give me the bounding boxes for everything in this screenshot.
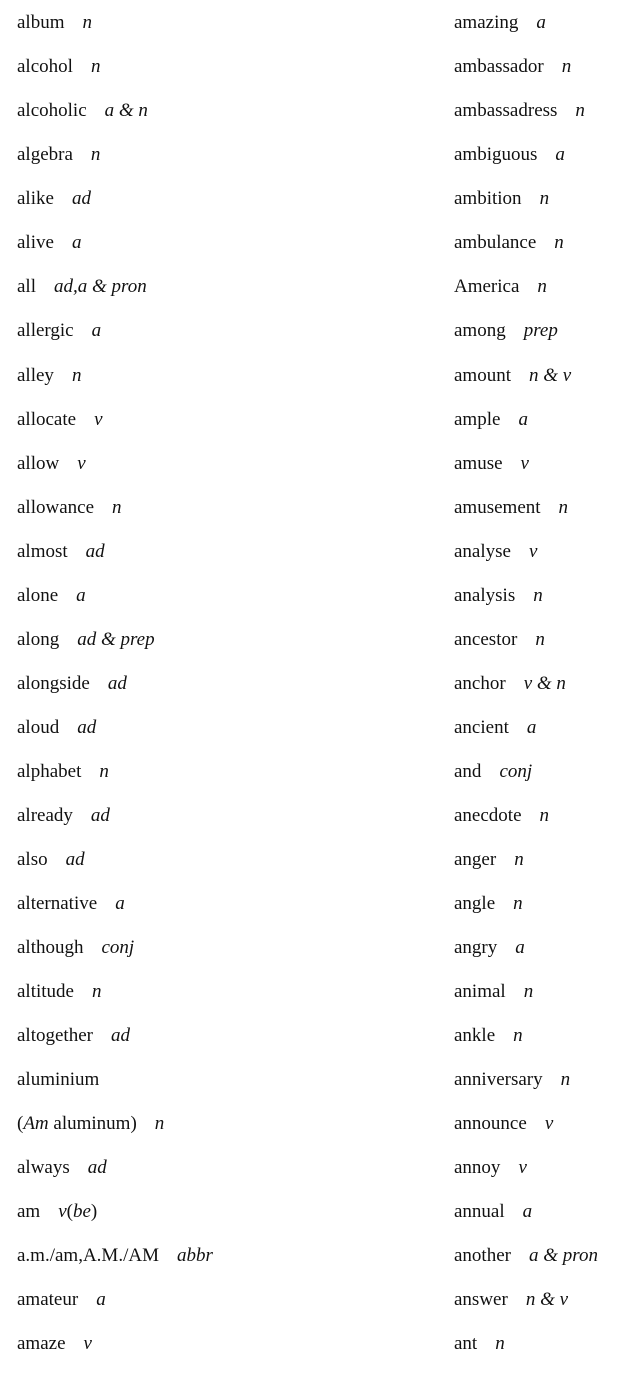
- list-item: [454, 628, 545, 652]
- part-of-speech: n: [112, 497, 122, 518]
- part-of-speech: [58, 1201, 97, 1222]
- entry-word: alike: [17, 188, 54, 209]
- entry-word: ambulance: [454, 232, 537, 253]
- list-item: [17, 143, 100, 167]
- verb-label: v: [58, 1201, 67, 1222]
- part-of-speech: n: [535, 629, 545, 650]
- part-of-speech: v: [83, 1333, 92, 1354]
- list-item: [17, 540, 105, 564]
- part-of-speech: v: [77, 453, 86, 474]
- list-item: [454, 143, 565, 167]
- list-item: [454, 11, 546, 35]
- part-of-speech: a: [515, 937, 525, 958]
- list-item: [454, 1200, 532, 1224]
- entry-word: angry: [454, 937, 498, 958]
- list-item: [454, 1024, 523, 1048]
- entry-word: ample: [454, 409, 501, 430]
- list-item: [17, 1024, 130, 1048]
- part-of-speech: a: [115, 893, 125, 914]
- entry-word: aluminium: [17, 1069, 100, 1090]
- list-item: [454, 187, 549, 211]
- part-of-speech: ad: [71, 188, 91, 209]
- list-item: [17, 804, 110, 828]
- list-item: [17, 892, 125, 916]
- part-of-speech: n: [561, 56, 572, 77]
- part-of-speech: ad: [110, 1025, 130, 1046]
- entry-word: analysis: [454, 585, 516, 606]
- entry-word: altogether: [17, 1025, 93, 1046]
- list-item: [17, 628, 155, 652]
- list-item: [17, 275, 147, 299]
- part-of-speech: n: [523, 981, 534, 1002]
- entry-word: allergic: [17, 320, 74, 341]
- list-item: [454, 364, 571, 388]
- part-of-speech: n: [90, 56, 101, 77]
- part-of-speech: n: [560, 1069, 571, 1090]
- entry-word: ancestor: [454, 629, 518, 650]
- list-item: [17, 496, 122, 520]
- list-item: [454, 936, 525, 960]
- part-of-speech: v: [520, 453, 529, 474]
- entry-word: amount: [454, 365, 511, 386]
- list-item: [454, 980, 533, 1004]
- part-of-speech: ad,a & pron: [54, 276, 147, 297]
- list-item: [454, 99, 585, 123]
- entry-word: anniversary: [454, 1069, 543, 1090]
- entry-word: also: [17, 849, 48, 870]
- part-of-speech: n: [90, 144, 101, 165]
- part-of-speech: conj: [101, 937, 135, 958]
- part-of-speech: n: [514, 849, 524, 870]
- list-item: [17, 231, 81, 255]
- part-of-speech: a: [526, 717, 537, 738]
- part-of-speech: n & v: [525, 1289, 569, 1310]
- entry-word: ambition: [454, 188, 522, 209]
- entry-word: and: [454, 761, 482, 782]
- list-item: [17, 1156, 107, 1180]
- part-of-speech: v & n: [523, 673, 566, 694]
- list-item: [17, 584, 86, 608]
- list-item: [17, 187, 91, 211]
- entry-word: announce: [454, 1113, 527, 1134]
- list-item: [454, 319, 558, 343]
- entry-word: anger: [454, 849, 497, 870]
- part-of-speech: prep: [523, 320, 558, 341]
- part-of-speech: ad: [107, 673, 127, 694]
- part-of-speech: n: [533, 585, 543, 606]
- entry-word: almost: [17, 541, 68, 562]
- part-of-speech: n: [537, 276, 547, 297]
- list-item: [454, 584, 543, 608]
- entry-word: amuse: [454, 453, 503, 474]
- entry-word: algebra: [17, 144, 73, 165]
- entry-word: a.m./am,A.M./AM: [17, 1245, 159, 1266]
- entry-word: ambiguous: [454, 144, 538, 165]
- entry-word: am: [17, 1201, 41, 1222]
- entry-word: annual: [454, 1201, 505, 1222]
- entry-word: anchor: [454, 673, 506, 694]
- entry-word: always: [17, 1157, 70, 1178]
- list-item: [454, 1068, 570, 1092]
- entry-word: alive: [17, 232, 54, 253]
- entry-word: ambassadress: [454, 100, 558, 121]
- entry-word: alone: [17, 585, 59, 606]
- list-item: [454, 275, 547, 299]
- part-of-speech: n: [154, 1113, 165, 1134]
- entry-word: along: [17, 629, 60, 650]
- part-of-speech: n: [99, 761, 109, 782]
- entry-word: ancient: [454, 717, 509, 738]
- list-item: [17, 319, 101, 343]
- list-item: [454, 408, 528, 432]
- part-of-speech: v: [528, 541, 538, 562]
- entry-word: ant: [454, 1333, 478, 1354]
- list-item: [454, 452, 529, 476]
- list-item: [17, 1332, 92, 1356]
- entry-word: alphabet: [17, 761, 82, 782]
- list-item: [17, 11, 92, 35]
- base-form: be: [72, 1201, 91, 1222]
- list-item: [17, 936, 134, 960]
- part-of-speech: a: [555, 144, 565, 165]
- entry-word: alongside: [17, 673, 90, 694]
- part-of-speech: n: [558, 497, 569, 518]
- entry-word: alcohol: [17, 56, 73, 77]
- part-of-speech: n: [539, 805, 550, 826]
- list-item: [454, 892, 523, 916]
- part-of-speech: a: [518, 409, 528, 430]
- part-of-speech: n: [82, 12, 92, 33]
- paren-open: (: [17, 1113, 24, 1134]
- list-item: [454, 804, 549, 828]
- list-item: [17, 1200, 97, 1224]
- list-item: [17, 55, 100, 79]
- list-item: [17, 1244, 213, 1268]
- list-item: [454, 496, 568, 520]
- list-item: [17, 760, 109, 784]
- list-item: [17, 99, 148, 123]
- american-spelling: aluminum): [48, 1113, 137, 1134]
- entry-word: allowance: [17, 497, 95, 518]
- part-of-speech: ad: [90, 805, 110, 826]
- entry-word: altitude: [17, 981, 74, 1002]
- list-item: [454, 1244, 598, 1268]
- entry-word: America: [454, 276, 520, 297]
- paren-close: ): [90, 1201, 98, 1222]
- entry-word: alternative: [17, 893, 98, 914]
- part-of-speech: n: [575, 100, 585, 121]
- list-item: [17, 364, 81, 388]
- entry-word: allow: [17, 453, 60, 474]
- list-item: [17, 848, 85, 872]
- list-item: [17, 1288, 106, 1312]
- list-item: [17, 1112, 164, 1136]
- list-item: [454, 716, 536, 740]
- part-of-speech: abbr: [176, 1245, 213, 1266]
- part-of-speech: a & n: [104, 100, 148, 121]
- entry-word: amateur: [17, 1289, 79, 1310]
- entry-word: angle: [454, 893, 496, 914]
- list-item: [454, 55, 571, 79]
- list-item: [454, 672, 566, 696]
- entry-word: alcoholic: [17, 100, 87, 121]
- part-of-speech: a: [536, 12, 546, 33]
- list-item: [454, 540, 537, 564]
- entry-word: allocate: [17, 409, 77, 430]
- entry-word: animal: [454, 981, 506, 1002]
- entry-word: although: [17, 937, 84, 958]
- list-item: [17, 452, 86, 476]
- entry-word: ankle: [454, 1025, 496, 1046]
- part-of-speech: n: [513, 1025, 523, 1046]
- list-item: [17, 716, 96, 740]
- paren-open: (: [66, 1201, 73, 1222]
- part-of-speech: ad: [77, 717, 97, 738]
- entry-word: ambassador: [454, 56, 544, 77]
- entry-word: another: [454, 1245, 511, 1266]
- part-of-speech: ad: [85, 541, 105, 562]
- part-of-speech: n: [71, 365, 82, 386]
- part-of-speech: n & v: [529, 365, 572, 386]
- entry-word: amazing: [454, 12, 519, 33]
- list-item: [454, 1332, 505, 1356]
- entry-word: amusement: [454, 497, 541, 518]
- entry-word: analyse: [454, 541, 511, 562]
- part-of-speech: n: [554, 232, 564, 253]
- list-item: [454, 1156, 527, 1180]
- list-item: [454, 848, 524, 872]
- part-of-speech: n: [539, 188, 550, 209]
- part-of-speech: ad: [65, 849, 85, 870]
- list-item: [454, 1288, 568, 1312]
- part-of-speech: ad: [87, 1157, 107, 1178]
- part-of-speech: a: [96, 1289, 106, 1310]
- entry-word: already: [17, 805, 73, 826]
- part-of-speech: n: [513, 893, 523, 914]
- list-item: [17, 1068, 99, 1092]
- part-of-speech: ad & prep: [77, 629, 155, 650]
- part-of-speech: n: [91, 981, 102, 1002]
- part-of-speech: v: [94, 409, 103, 430]
- list-item: [17, 980, 101, 1004]
- part-of-speech: a: [71, 232, 82, 253]
- part-of-speech: a: [76, 585, 86, 606]
- part-of-speech: v: [518, 1157, 527, 1178]
- list-item: [17, 672, 127, 696]
- list-item: [454, 760, 532, 784]
- entry-word: alley: [17, 365, 54, 386]
- part-of-speech: conj: [499, 761, 533, 782]
- part-of-speech: a: [522, 1201, 533, 1222]
- part-of-speech: a: [91, 320, 102, 341]
- part-of-speech: a & pron: [528, 1245, 598, 1266]
- american-label: Am: [23, 1113, 49, 1134]
- entry-word: among: [454, 320, 506, 341]
- entry-word: annoy: [454, 1157, 501, 1178]
- entry-word: all: [17, 276, 36, 297]
- entry-word: aloud: [17, 717, 60, 738]
- list-item: [454, 1112, 553, 1136]
- part-of-speech: n: [495, 1333, 505, 1354]
- entry-word: anecdote: [454, 805, 522, 826]
- list-item: [454, 231, 564, 255]
- part-of-speech: v: [544, 1113, 554, 1134]
- entry-word: album: [17, 12, 65, 33]
- entry-word: amaze: [17, 1333, 66, 1354]
- list-item: [17, 408, 103, 432]
- entry-word: answer: [454, 1289, 508, 1310]
